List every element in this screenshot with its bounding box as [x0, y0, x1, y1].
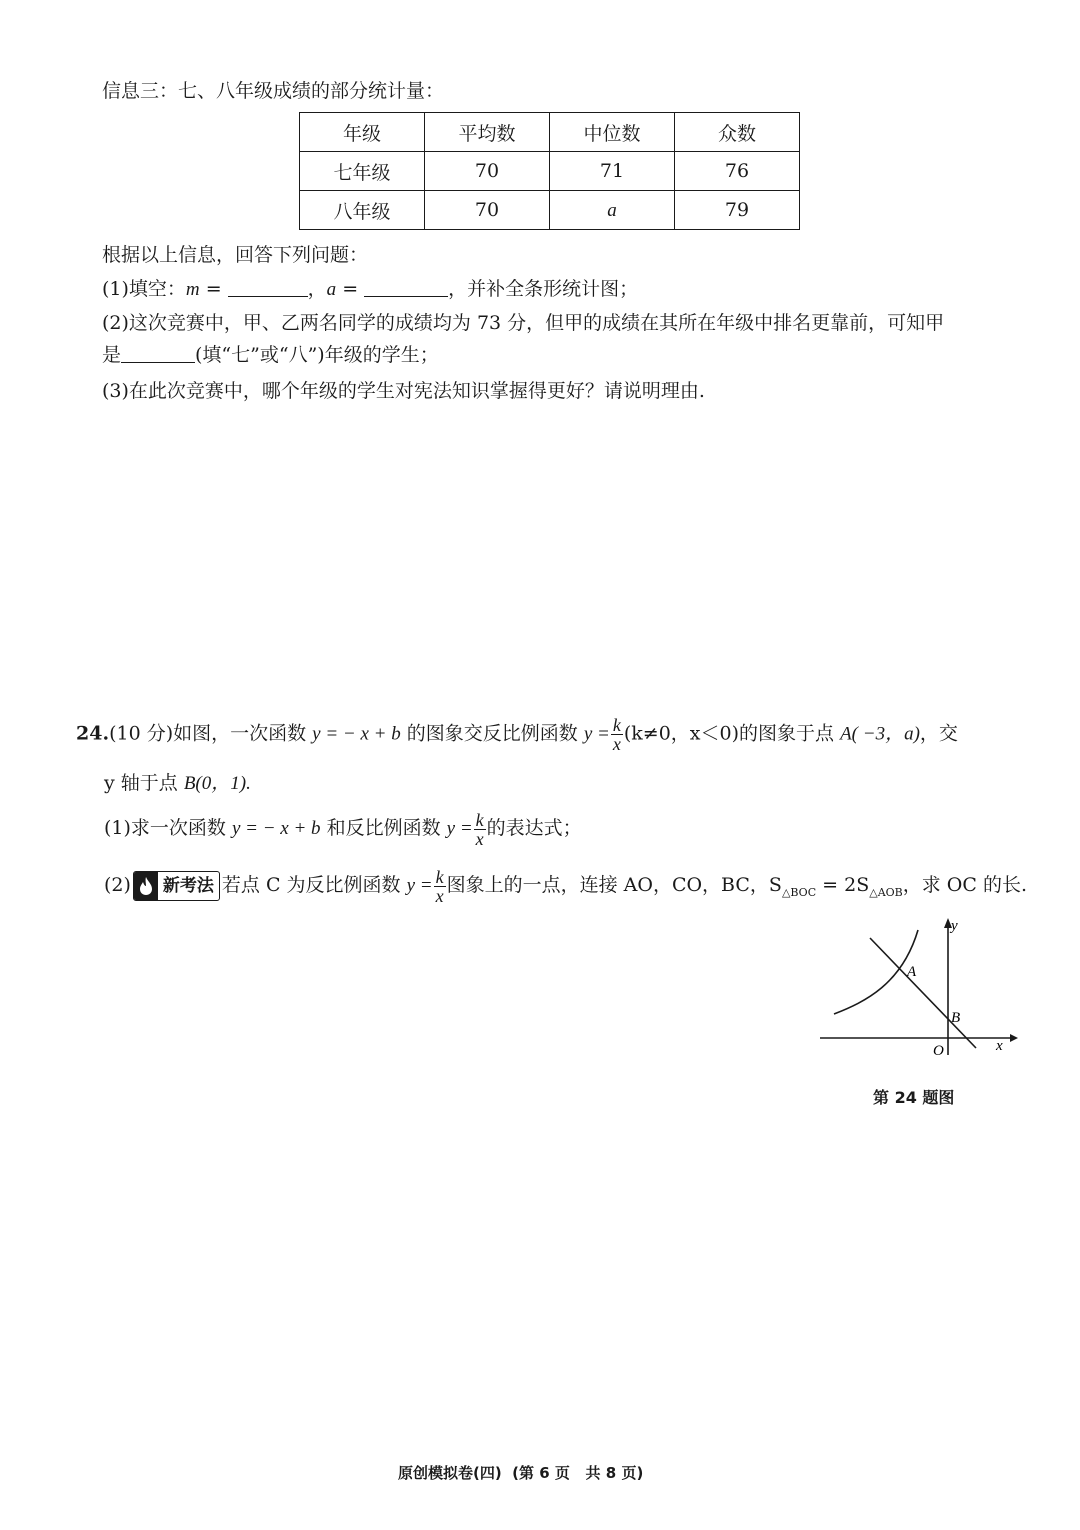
q24-part2-eq: = 2S: [816, 874, 870, 896]
equals-sign: =: [199, 278, 228, 300]
fraction-denominator: x: [475, 828, 484, 849]
var-a: a: [326, 279, 337, 300]
q23-part2-pre: 是: [102, 344, 122, 366]
answer-blank-grade[interactable]: [121, 344, 195, 363]
linear-function: y = − x + b: [231, 818, 321, 839]
answer-blank-m[interactable]: [228, 278, 308, 297]
q23-part1: [102, 276, 638, 303]
q24-figure: [810, 910, 1020, 1060]
q23-part3: (3)在此次竞赛中，哪个年级的学生对宪法知识掌握得更好？请说明理由.: [102, 380, 705, 402]
table-cell: 76: [675, 152, 800, 191]
subscript-aob: △AOB: [869, 885, 903, 899]
x-axis-arrow: [1010, 1034, 1018, 1042]
table-cell: 70: [425, 191, 550, 230]
q24-part1-tail: 的表达式；: [486, 817, 582, 839]
table-header-cell: 中位数: [550, 113, 675, 152]
table-cell: 七年级: [300, 152, 425, 191]
q23-intro: 根据以上信息，回答下列问题：: [102, 244, 369, 266]
y-equals: y =: [583, 723, 610, 745]
table-cell: 79: [675, 191, 800, 230]
hyperbola-curve: [834, 930, 918, 1014]
comma: ，: [307, 278, 327, 300]
linear-function-line: [870, 938, 976, 1048]
table-row: [300, 152, 800, 191]
answer-blank-a[interactable]: [364, 278, 448, 297]
info3-heading: 信息三：七、八年级成绩的部分统计量：: [102, 80, 445, 102]
q24-text: 的图象于点: [739, 722, 841, 745]
q23-part1-label: (1)填空：: [102, 278, 186, 300]
q24-text: y 轴于点: [104, 772, 184, 794]
q24-stem-line1: [76, 716, 958, 753]
origin-label: O: [933, 1043, 944, 1059]
y-equals: y =: [406, 875, 433, 896]
table-header-row: [300, 113, 800, 152]
table-cell: 70: [425, 152, 550, 191]
q23-part1-tail: ，并补全条形统计图；: [448, 278, 639, 300]
subscript-boc: △BOC: [781, 885, 817, 899]
stats-table: [299, 112, 800, 230]
table-cell: 八年级: [300, 191, 425, 230]
point-a: A( −3，a): [840, 723, 920, 745]
y-axis-label: y: [951, 918, 958, 934]
q24-part1-mid: 和反比例函数: [320, 817, 447, 839]
var-m: m: [185, 279, 200, 300]
equals-sign: =: [336, 278, 365, 300]
q24-part2-tail: ，求 OC 的长.: [902, 874, 1027, 896]
table-cell: [550, 191, 675, 230]
table-header-cell: 众数: [675, 113, 800, 152]
q24-part2-mid: 图象上的一点，连接 AO，CO，BC，S: [446, 874, 782, 896]
q24-text: 的图象交反比例函数: [400, 722, 584, 745]
point-b-label: B: [951, 1010, 961, 1026]
q24-stem-line2: [104, 770, 251, 797]
new-method-badge: [133, 871, 220, 901]
q24-part1: [104, 808, 582, 849]
question-number: 24.: [76, 722, 110, 745]
page-footer: 原创模拟卷(四) (第 6 页 共 8 页): [398, 1464, 644, 1482]
fraction-k-over-x: [474, 811, 486, 848]
fraction-numerator: k: [475, 809, 484, 830]
x-axis-label: x: [996, 1038, 1003, 1054]
q24-score: (10 分)如图，一次函数: [109, 722, 313, 745]
q24-part1-pre: (1)求一次函数: [104, 817, 232, 839]
median-variable: a: [607, 199, 617, 221]
flame-icon: [134, 872, 158, 900]
linear-function: y = − x + b: [312, 723, 401, 745]
fraction-k-over-x: [611, 716, 623, 753]
q23-part2-line2: [102, 342, 439, 368]
q24-part2-label: (2): [104, 874, 131, 896]
q24-text: ，交: [919, 722, 958, 745]
q24-part2-pre: 若点 C 为反比例函数: [221, 874, 407, 896]
fraction-numerator: k: [612, 715, 621, 735]
fraction-numerator: k: [435, 866, 444, 887]
q24-condition: (k≠0，x＜0): [623, 722, 740, 745]
q23-part2-post: (填“七”或“八”)年级的学生；: [195, 344, 439, 366]
table-header-cell: 平均数: [425, 113, 550, 152]
y-equals: y =: [446, 818, 473, 839]
q23-part2-line1: (2)这次竞赛中，甲、乙两名同学的成绩均为 73 分，但甲的成绩在其所在年级中排名更靠前，可知甲: [102, 312, 945, 334]
table-cell: 71: [550, 152, 675, 191]
point-a-label: A: [907, 964, 917, 980]
table-header-cell: 年级: [300, 113, 425, 152]
fraction-denominator: x: [612, 734, 621, 754]
table-row: [300, 191, 800, 230]
figure-caption: 第 24 题图: [873, 1088, 955, 1107]
q24-part2: [104, 864, 1027, 914]
fraction-k-over-x: [434, 868, 446, 905]
badge-label: 新考法: [162, 876, 214, 896]
point-b: B(0，1).: [183, 773, 251, 794]
fraction-denominator: x: [435, 885, 444, 906]
